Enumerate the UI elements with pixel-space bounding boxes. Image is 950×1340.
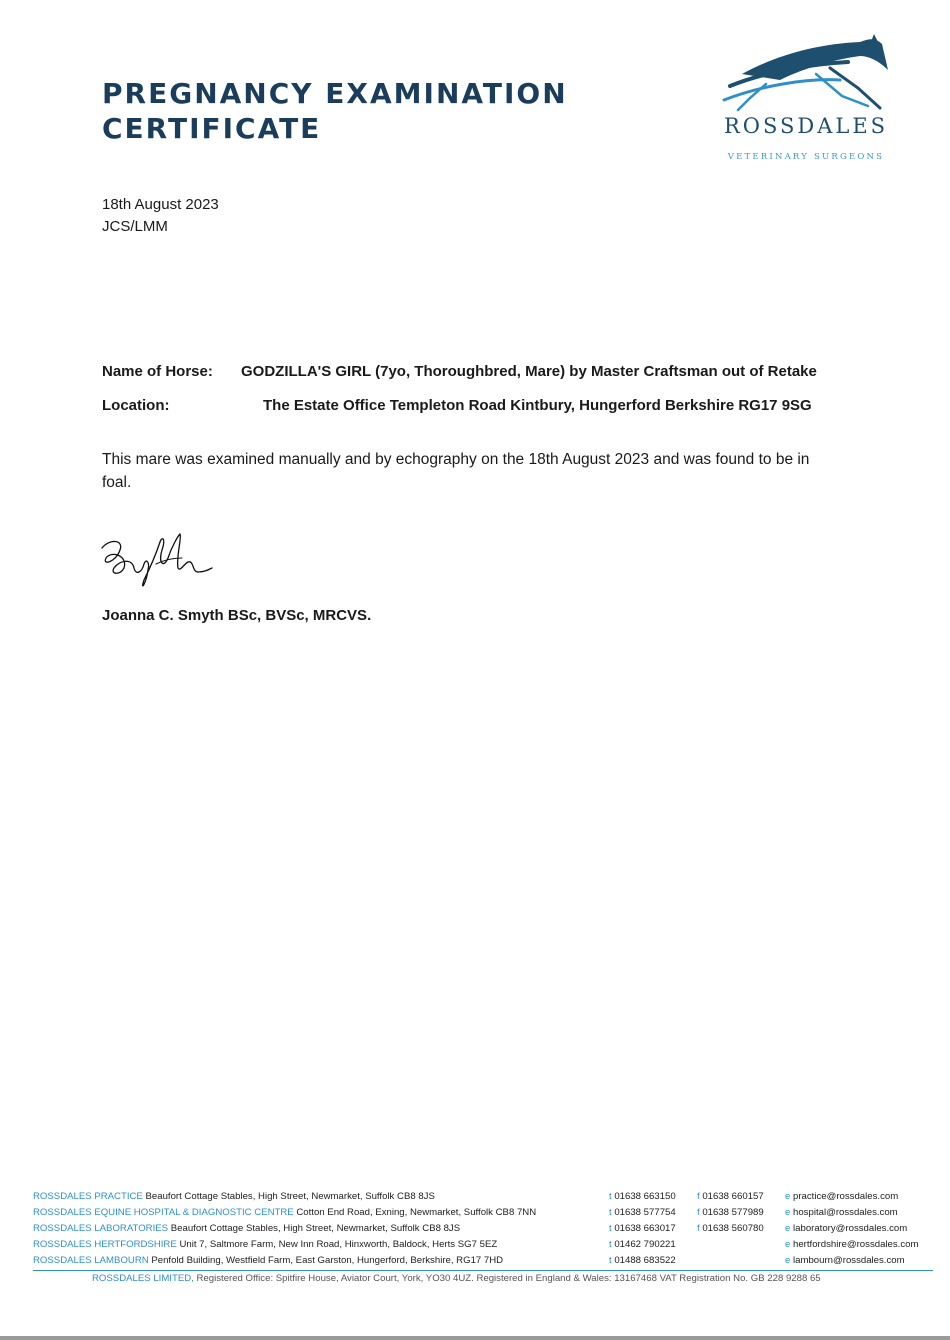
signatory-name: Joanna C. Smyth BSc, BVSc, MRCVS. (102, 607, 372, 624)
horse-name-label: Name of Horse: (102, 363, 213, 380)
practice-name: ROSSDALES LABORATORIES (33, 1223, 169, 1234)
footer-practices (33, 1189, 938, 1269)
examination-statement: This mare was examined manually and by echography on the 18th August 2023 and was found to be in foal. (102, 451, 810, 491)
document-reference: JCS/LMM (102, 218, 168, 235)
practice-phone: t 01488 683522 (609, 1255, 676, 1266)
document-date: 18th August 2023 (102, 196, 219, 213)
practice-phone: t 01638 577754 (609, 1207, 676, 1218)
practice-email[interactable]: e lambourn@rossdales.com (785, 1255, 905, 1266)
location-value: The Estate Office Templeton Road Kintbury, Hungerford Berkshire RG17 9SG (263, 397, 812, 414)
page-title (102, 76, 568, 146)
practice-address: Cotton End Road, Exning, Newmarket, Suffolk CB8 7NN (296, 1207, 537, 1218)
practice-name: ROSSDALES PRACTICE (33, 1191, 143, 1202)
footer-row (33, 1237, 938, 1253)
practice-phone: t 01638 663017 (609, 1223, 676, 1234)
document-meta (102, 194, 219, 238)
practice-email[interactable]: e practice@rossdales.com (785, 1191, 899, 1202)
practice-fax: f 01638 577989 (697, 1207, 764, 1218)
practice-phone: t 01462 790221 (609, 1239, 676, 1250)
practice-address: Beaufort Cottage Stables, High Street, Newmarket, Suffolk CB8 8JS (145, 1191, 435, 1202)
page-bottom-bar (0, 1336, 950, 1340)
title-line-2: CERTIFICATE (102, 112, 322, 145)
footer-divider (33, 1270, 933, 1271)
footer-row (33, 1253, 938, 1269)
horse-icon (720, 34, 892, 114)
practice-fax: f 01638 560780 (697, 1223, 764, 1234)
footer-row (33, 1189, 938, 1205)
footer-row (33, 1205, 938, 1221)
practice-phone: t 01638 663150 (609, 1191, 676, 1202)
rossdales-logo (712, 34, 900, 170)
location-label: Location: (102, 397, 170, 414)
title-line-1: PREGNANCY EXAMINATION (102, 77, 568, 110)
practice-address: Unit 7, Saltmore Farm, New Inn Road, Hinxworth, Baldock, Herts SG7 5EZ (179, 1239, 498, 1250)
registered-text: Registered Office: Spitfire House, Aviator Court, York, YO30 4UZ. Registered in England & Wales: 13167468 VAT Registration No. GB 228 9288 65 (196, 1273, 821, 1284)
practice-name: ROSSDALES HERTFORDSHIRE (33, 1239, 177, 1250)
practice-name: ROSSDALES LAMBOURN (33, 1255, 149, 1266)
logo-name: ROSSDALES (723, 114, 889, 138)
practice-email[interactable]: e hertfordshire@rossdales.com (785, 1239, 919, 1250)
practice-address: Penfold Building, Westfield Farm, East Garston, Hungerford, Berkshire, RG17 7HD (151, 1255, 504, 1266)
registered-org: ROSSDALES LIMITED, (92, 1273, 194, 1284)
logo-tagline: VETERINARY SURGEONS (727, 152, 885, 162)
practice-address: Beaufort Cottage Stables, High Street, Newmarket, Suffolk CB8 8JS (170, 1223, 461, 1234)
horse-name-value: GODZILLA'S GIRL (7yo, Thoroughbred, Mare) by Master Craftsman out of Retake (241, 363, 817, 380)
practice-fax: f 01638 660157 (697, 1191, 764, 1202)
practice-email[interactable]: e hospital@rossdales.com (785, 1207, 898, 1218)
practice-email[interactable]: e laboratory@rossdales.com (785, 1223, 908, 1234)
registered-office (92, 1273, 821, 1284)
signature (98, 528, 218, 598)
practice-name: ROSSDALES EQUINE HOSPITAL & DIAGNOSTIC CENTRE (33, 1207, 294, 1218)
footer-row (33, 1221, 938, 1237)
